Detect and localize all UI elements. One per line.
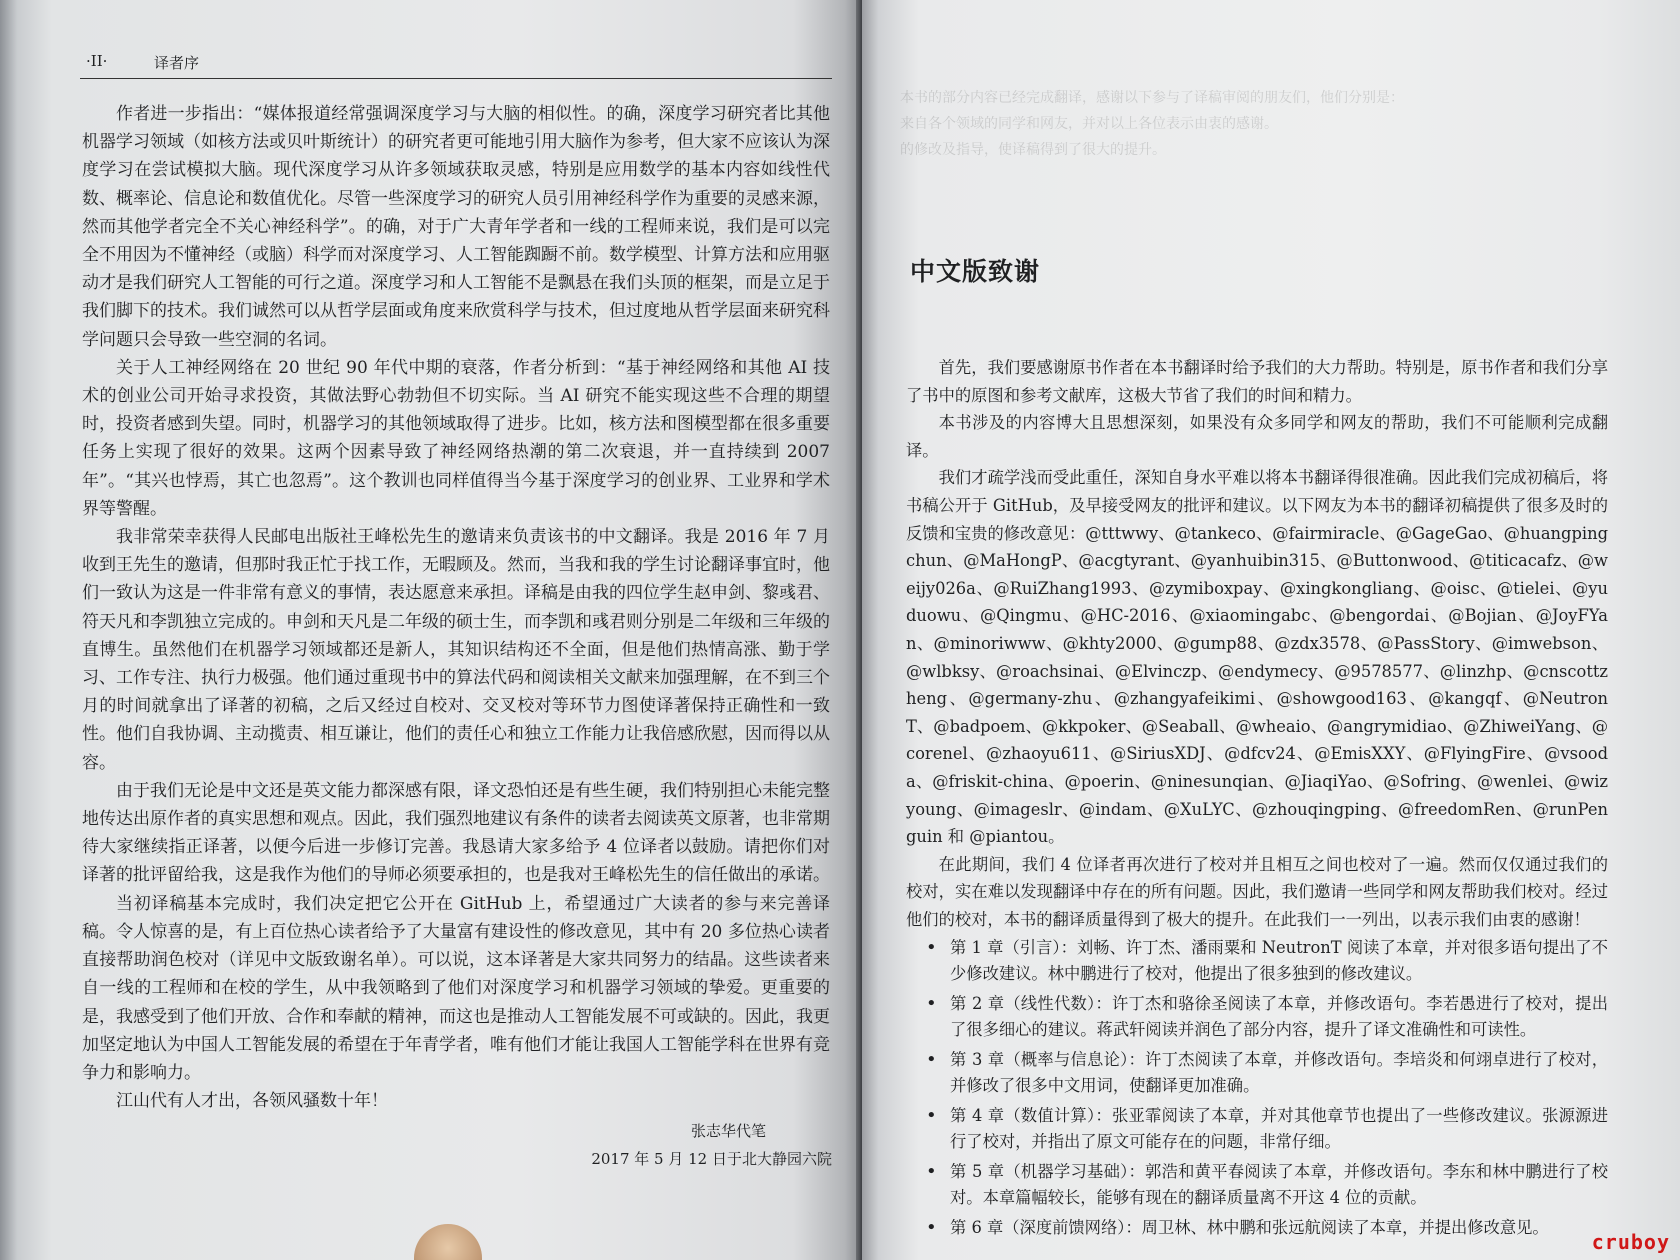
page-number: ·II· xyxy=(86,52,108,70)
show-through-text xyxy=(900,86,1660,186)
list-item: • 第 2 章（线性代数）：许丁杰和骆徐圣阅读了本章，并修改语句。李若愚进行了校对，提出了很多细心的建议。蒋武轩阅读并润色了部分内容，提升了译文准确性和可读性。 xyxy=(950,991,1608,1043)
paragraph: 当初译稿基本完成时，我们决定把它公开在 GitHub 上，希望通过广大读者的参与来完善译稿。令人惊喜的是，有上百位热心读者给予了大量富有建设性的修改意见，其中有 20 多位热心读者直接帮助润色校对（详见中文版致谢名单）。可以说，这本译著是大家共同努力的结晶。这些读者来自一线的工程师和在校的学生，从中我领略到了他们对深度学习和机器学习领域的挚爱。更重要的是，我感受到了他们开放、合作和奉献的精神，而这也是推动人工智能发展不可或缺的。因此，我更加坚定地认为中国人工智能发展的希望在于年青学者，唯有他们才能让我国人工智能学科在世界有竞争力和影响力。 xyxy=(82,893,830,1083)
list-item: • 第 4 章（数值计算）：张亚霏阅读了本章，并对其他章节也提出了一些修改建议。张源源进行了校对，并指出了原文可能存在的问题，非常仔细。 xyxy=(950,1103,1608,1155)
list-item: • 第 1 章（引言）：刘畅、许丁杰、潘雨粟和 NeutronT 阅读了本章，并对很多语句提出了不少修改建议。林中鹏进行了校对，他提出了很多独到的修改建议。 xyxy=(950,935,1608,987)
show-through-line: 来自各个领域的同学和网友，并对以上各位表示由衷的感谢。 xyxy=(900,116,1278,132)
signature-date: 2017 年 5 月 12 日于北大静园六院 xyxy=(591,1150,832,1168)
list-item: • 第 5 章（机器学习基础）：郭浩和黄平春阅读了本章，并修改语句。李东和林中鹏进行了校对。本章篇幅较长，能够有现在的翻译质量离不开这 4 位的贡献。 xyxy=(950,1159,1608,1211)
show-through-line: 的修改及指导，使译稿得到了很大的提升。 xyxy=(900,142,1166,158)
signature: 张志华代笔 xyxy=(690,1122,766,1140)
show-through-line: 本书的部分内容已经完成翻译，感谢以下参与了译稿审阅的朋友们，他们分别是： xyxy=(900,90,1404,106)
paragraph: 江山代有人才出，各领风骚数十年！ xyxy=(116,1091,388,1112)
acknowledgement-title: 中文版致谢 xyxy=(910,257,1041,286)
paragraph: 关于人工神经网络在 20 世纪 90 年代中期的衰落，作者分析到：“基于神经网络和其他 AI 技术的创业公司开始寻求投资，其做法野心勃勃但不切实际。当 AI 研究不能实现这些不合理的期望时，投资者感到失望。同时，机器学习的其他领域取得了进步。比如，核方法和图模型都在很多重要任务上实现了很好的效果。这两个因素导致了神经网络热潮的第二次衰退，并一直持续到 2007 年”。“其兴也悖焉，其亡也忽焉”。这个教训也同样值得当今基于深度学习的创业界、工业界和学术界等警醒。 xyxy=(82,357,830,519)
list-item: • 第 3 章（概率与信息论）：许丁杰阅读了本章，并修改语句。李培炎和何翊卓进行了校对，并修改了很多中文用词，使翻译更加准确。 xyxy=(950,1047,1608,1099)
list-item: • 第 6 章（深度前馈网络）：周卫林、林中鹏和张远航阅读了本章，并提出修改意见。 xyxy=(950,1215,1608,1241)
paragraph: 由于我们无论是中文还是英文能力都深感有限，译文恐怕还是有些生硬，我们特别担心未能完整地传达出原作者的真实思想和观点。因此，我们强烈地建议有条件的读者去阅读英文原著，也非常期待大家继续指正译著，以便今后进一步修订完善。我恳请大家多给予 4 位译者以鼓励。请把你们对译著的批评留给我，这是我作为他们的导师必须要承担的，也是我对王峰松先生的信任做出的承诺。 xyxy=(82,780,830,886)
paragraph: 我非常荣幸获得人民邮电出版社王峰松先生的邀请来负责该书的中文翻译。我是 2016 年 7 月收到王先生的邀请，但那时我正忙于找工作，无暇顾及。然而，当我和我的学生讨论翻译事宜时，他们一致认为这是一件非常有意义的事情，表达愿意来承担。译稿是由我的四位学生赵申剑、黎彧君、符天凡和李凯独立完成的。申剑和天凡是二年级的硕士生，而李凯和彧君则分别是二年级和三年级的直博生。虽然他们在机器学习领域都还是新人，其知识结构还不全面，但是他们热情高涨、勤于学习、工作专注、执行力极强。他们通过重现书中的算法代码和阅读相关文献来加强理解，在不到三个月的时间就拿出了译著的初稿，之后又经过自校对、交叉校对等环节力图使译著保持正确性和一致性。他们自我协调、主动揽责、相互谦让，他们的责任心和独立工作能力让我倍感欣慰，因而得以从容。 xyxy=(82,527,830,773)
paragraph: 首先，我们要感谢原书作者在本书翻译时给予我们的大力帮助。特别是，原书作者和我们分享了书中的原图和参考文献库，这极大节省了我们的时间和精力。 xyxy=(906,358,1608,405)
paragraph: 我们才疏学浅而受此重任，深知自身水平难以将本书翻译得很准确。因此我们完成初稿后，将书稿公开于 GitHub，及早接受网友的批评和建议。以下网友为本书的翻译初稿提供了很多及时的反馈和宝贵的修改意见：@tttwwy、@tankeco、@fairmiracle、@GageGao、@huangpingchun、@MaHongP、@acgtyrant、@yanhuibin315、@Buttonwood、@titicacafz、@weijy026a、@RuiZhang1993、@zymiboxpay、@xingkongliang、@oisc、@tielei、@yuduowu、@Qingmu、@HC-2016、@xiaomingabc、@bengordai、@Bojian、@JoyFYan、@minoriwww、@khty2000、@gump88、@zdx3578、@PassStory、@imwebson、@wlbksy、@roachsinai、@Elvinczp、@endymecy、@9578577、@linzhp、@cnscottzheng、@germany-zhu、@zhangyafeikimi、@showgood163、@kangqf、@NeutronT、@badpoem、@kkpoker、@Seaball、@wheaio、@angrymidiao、@ZhiweiYang、@corenel、@zhaoyu611、@SiriusXDJ、@dfcv24、@EmisXXY、@FlyingFire、@vsooda、@friskit-china、@poerin、@ninesunqian、@JiaqiYao、@Sofring、@wenlei、@wizyoung、@imageslr、@indam、@XuLYC、@zhouqingping、@freedomRen、@runPenguin 和 @piantou。 xyxy=(906,468,1608,847)
section-header: 译者序 xyxy=(154,54,200,72)
translator-preface-body xyxy=(82,100,830,1115)
paragraph: 在此期间，我们 4 位译者再次进行了校对并且相互之间也校对了一遍。然而仅仅通过我们的校对，实在难以发现翻译中存在的所有问题。因此，我们邀请一些同学和网友帮助我们校对。经过他们的校对，本书的翻译质量得到了极大的提升。在此我们一一列出，以表示我们由衷的感谢！ xyxy=(906,854,1608,929)
paragraph: 本书涉及的内容博大且思想深刻，如果没有众多同学和网友的帮助，我们不可能顺利完成翻译。 xyxy=(906,413,1608,460)
thumb xyxy=(414,1224,482,1260)
running-head xyxy=(80,52,832,79)
watermark: cruboy xyxy=(1591,1230,1670,1254)
paragraph: 作者进一步指出：“媒体报道经常强调深度学习与大脑的相似性。的确，深度学习研究者比其他机器学习领域（如核方法或贝叶斯统计）的研究者更可能地引用大脑作为参考，但大家不应该认为深度学习在尝试模拟大脑。现代深度学习从许多领域获取灵感，特别是应用数学的基本内容如线性代数、概率论、信息论和数值优化。尽管一些深度学习的研究人员引用神经科学作为重要的灵感来源，然而其他学者完全不关心神经科学”。的确，对于广大青年学者和一线的工程师来说，我们是可以完全不用因为不懂神经（或脑）科学而对深度学习、人工智能踟蹰不前。数学模型、计算方法和应用驱动才是我们研究人工智能的可行之道。深度学习和人工智能不是飘悬在我们头顶的框架，而是立足于我们脚下的技术。我们诚然可以从哲学层面或角度来欣赏科学与技术，但过度地从哲学层面来研究科学问题只会导致一些空洞的名词。 xyxy=(82,104,830,350)
acknowledgement-body xyxy=(906,354,1608,1245)
chapter-reviewer-list xyxy=(906,935,1608,1241)
